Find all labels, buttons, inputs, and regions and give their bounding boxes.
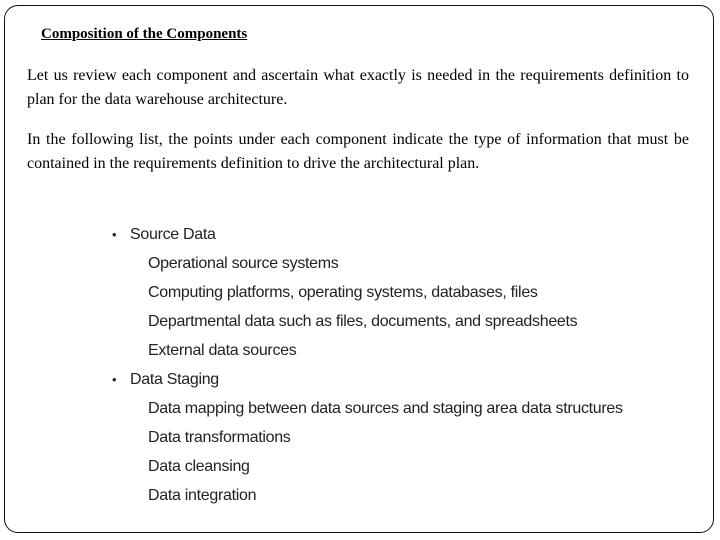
list-description-paragraph: In the following list, the points under each component indicate the type of information that must be contained in the requirements definition to drive the architectural plan. [27, 131, 689, 172]
list-group-source-data [112, 220, 572, 249]
group-title: Data Staging [130, 370, 219, 388]
bullet-icon: • [112, 372, 117, 387]
list-group-data-staging [112, 365, 572, 394]
list-item: Operational source systems [148, 255, 339, 272]
list-item: Departmental data such as files, documents, and spreadsheets [148, 313, 578, 330]
list-item: Computing platforms, operating systems, databases, files [148, 284, 538, 301]
intro-paragraph: Let us review each component and ascertain what exactly is needed in the requirements definition to plan for the data warehouse architecture. [27, 67, 689, 108]
group-title: Source Data [130, 225, 216, 243]
list-item: External data sources [148, 342, 297, 359]
list-item: Data transformations [148, 429, 291, 446]
list-item: Data cleansing [148, 458, 250, 475]
slide-heading: Composition of the Components [41, 26, 248, 42]
list-item: Data integration [148, 487, 257, 504]
components-list [112, 220, 623, 510]
bullet-icon: • [112, 227, 117, 242]
list-item: Data mapping between data sources and staging area data structures [148, 400, 623, 417]
